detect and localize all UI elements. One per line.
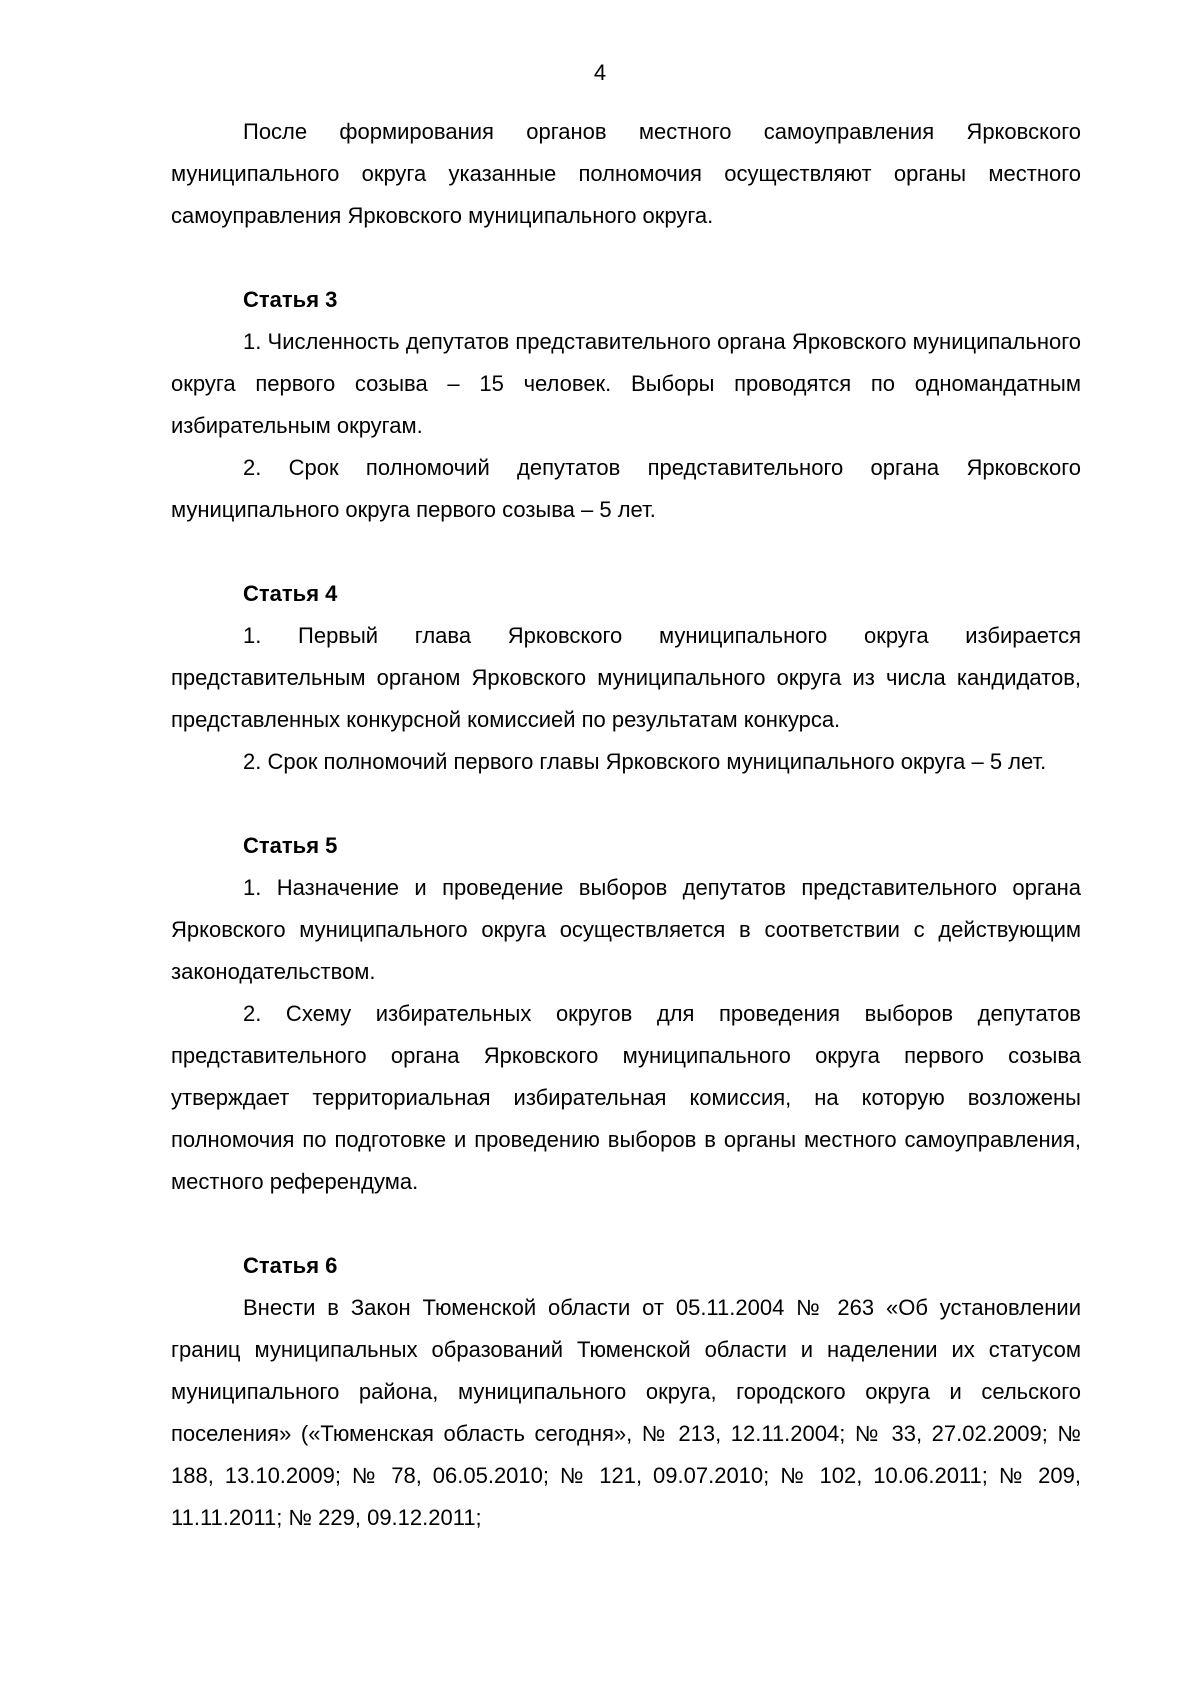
article-5-heading: Статья 5 xyxy=(243,833,338,858)
section-gap xyxy=(171,237,1081,279)
section-gap xyxy=(171,1203,1081,1245)
document-body xyxy=(171,111,1081,1539)
article-4-heading: Статья 4 xyxy=(243,581,338,606)
article-6-heading: Статья 6 xyxy=(243,1253,338,1278)
article-3-paragraph-2: 2. Срок полномочий депутатов представительного органа Ярковского муниципального округа первого созыва – 5 лет. xyxy=(171,455,1081,522)
article-3-heading: Статья 3 xyxy=(243,287,338,312)
section-gap xyxy=(171,531,1081,573)
article-4-paragraph-2: 2. Срок полномочий первого главы Ярковского муниципального округа – 5 лет. xyxy=(243,749,1047,774)
article-3-paragraph-1: 1. Численность депутатов представительного органа Ярковского муниципального округа первого созыва – 15 человек. Выборы проводятся по одномандатным избирательным округам. xyxy=(171,329,1081,438)
article-5-paragraph-2: 2. Схему избирательных округов для проведения выборов депутатов представительного органа Ярковского муниципального округа первого созыва утверждает территориальная избирательная комиссия, на которую возложены полномочия по подготовке и проведению выборов в органы местного самоуправления, местного референдума. xyxy=(171,1001,1081,1194)
article-6-paragraph-1: Внести в Закон Тюменской области от 05.11.2004 № 263 «Об установлении границ муниципальных образований Тюменской области и наделении их статусом муниципального района, муниципального округа, городского округа и сельского поселения» («Тюменская область сегодня», № 213, 12.11.2004; № 33, 27.02.2009; № 188, 13.10.2009; № 78, 06.05.2010; № 121, 09.07.2010; № 102, 10.06.2011; № 209, 11.11.2011; № 229, 09.12.2011; xyxy=(171,1295,1081,1530)
page-number: 4 xyxy=(593,60,607,85)
section-gap xyxy=(171,783,1081,825)
article-4-paragraph-1: 1. Первый глава Ярковского муниципального округа избирается представительным органом Ярковского муниципального округа из числа кандидатов, представленных конкурсной комиссией по результатам конкурса. xyxy=(171,623,1081,732)
intro-paragraph: После формирования органов местного самоуправления Ярковского муниципального округа указанные полномочия осуществляют органы местного самоуправления Ярковского муниципального округа. xyxy=(171,119,1081,228)
article-5-paragraph-1: 1. Назначение и проведение выборов депутатов представительного органа Ярковского муниципального округа осуществляется в соответствии с действующим законодательством. xyxy=(171,875,1081,984)
